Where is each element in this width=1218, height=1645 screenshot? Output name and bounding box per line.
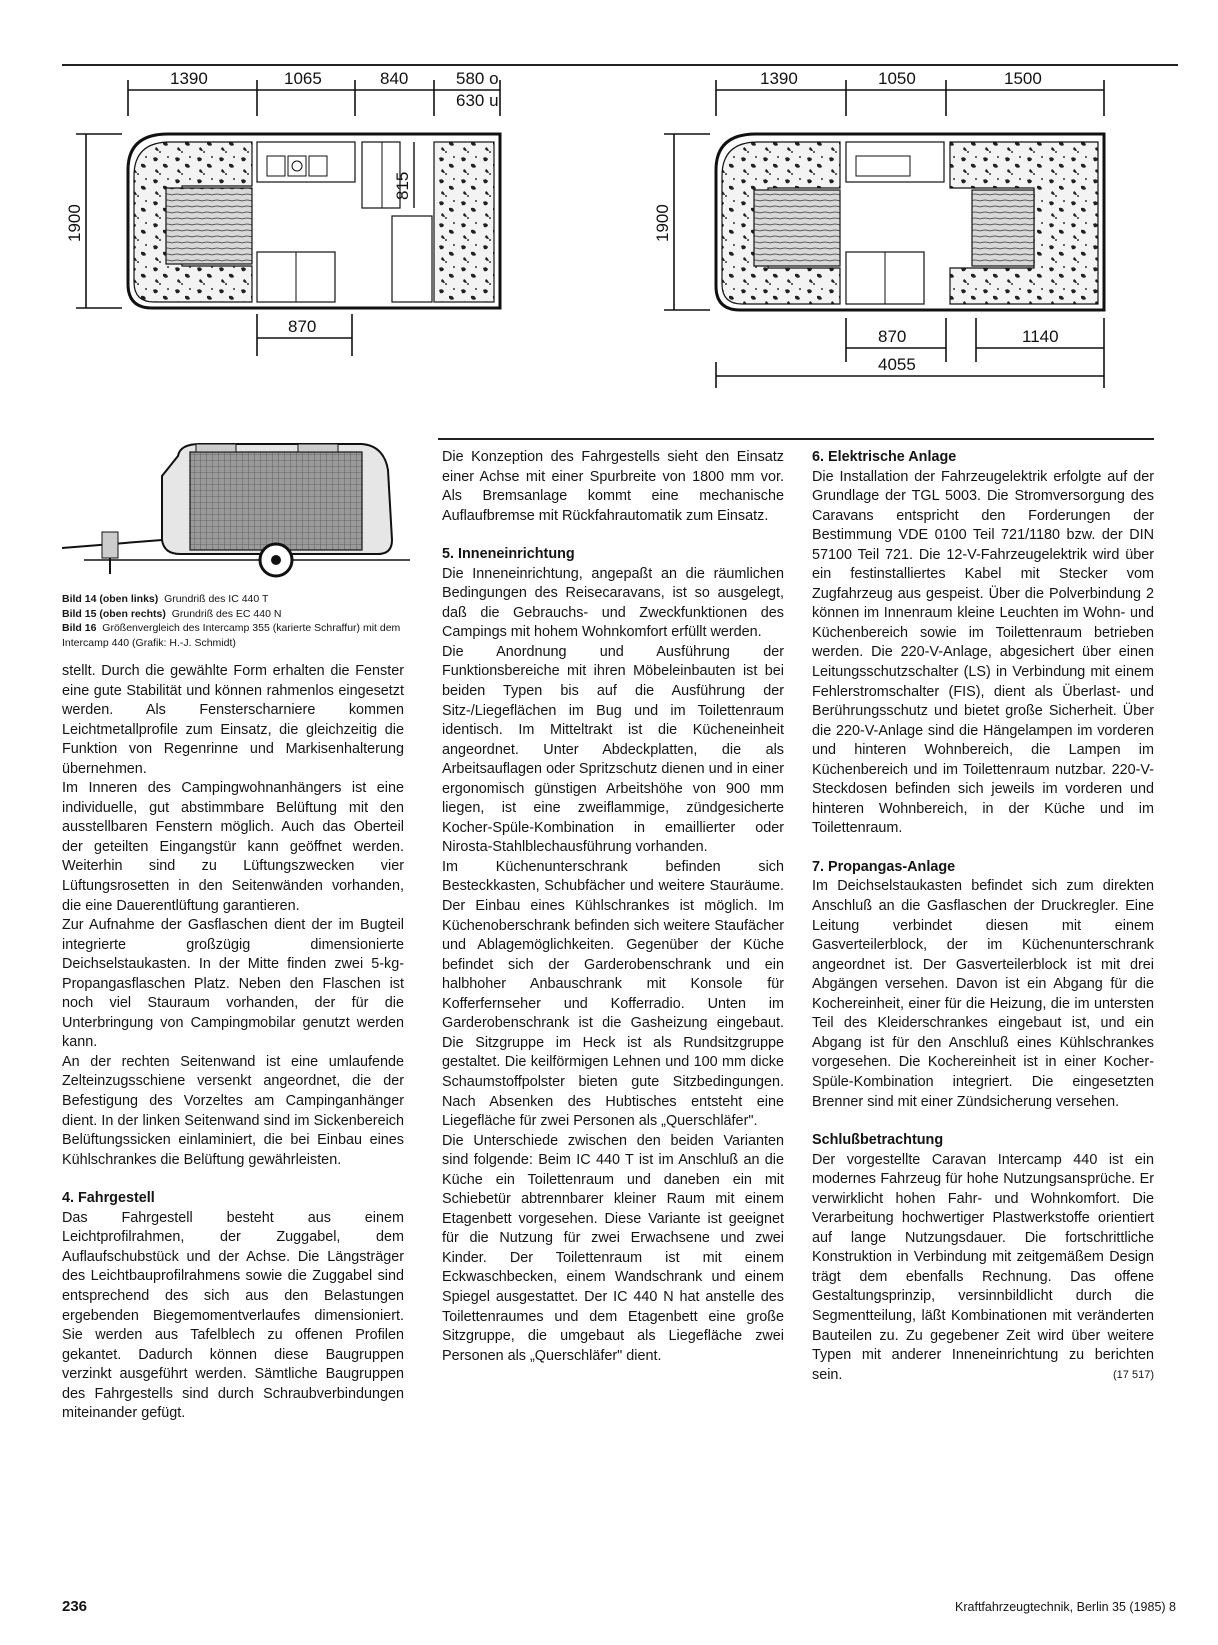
col2-paragraph-5: Die Unterschiede zwischen den beiden Varianten sind folgende: Beim IC 440 T ist im Anschluß an die Küche ein Toilettenraum und daneben ein mit Schiebetür abtrennbarer kleiner Raum mit einem Etagenbett vorgesehen. Diese Variante ist geeignet für die Nutzung für zwei Erwachsene und zwei Kinder. Der Toilettenraum ist mit einem Eckwaschbecken, einem Wandschrank und einem Spiegel ausgestattet. Der IC 440 N hat anstelle des Toilettenraumes und dem Etagenbett eine große Sitzgruppe, die umgebaut als Liegefläche zwei Personen als „Querschläfer" dient. [442, 1132, 784, 1364]
heading-inneneinrichtung: 5. Inneneinrichtung [442, 546, 575, 563]
fig15-dim-bottom-1: 870 [878, 327, 907, 346]
figure-15-floorplan [650, 66, 1160, 406]
column-2 [442, 448, 784, 1366]
heading-elektrische-anlage: 6. Elektrische Anlage [812, 449, 957, 465]
col2-paragraph-1: Die Konzeption des Fahrgestells sieht den Einsatz einer Achse mit einer Spurbreite von 1800 mm vor. Als Bremsanlage kommt eine mechanische Auflaufbremse mit Rückfahrautomatik zum Einsatz. [442, 449, 784, 524]
fig14-dim-side: 1900 [65, 204, 84, 242]
figure-14-drawing [62, 66, 532, 386]
figure-14-floorplan [62, 66, 532, 386]
column-1 [62, 662, 404, 1424]
col1-paragraph-4: An der rechten Seitenwand ist eine umlaufende Zelteinzugsschiene versenkt angeordnet, die der Befestigung des Vorzeltes am Campinganhänger dient. In der linken Seitenwand sind im Sickenbereich Belüftungssicken einlaminiert, die bei Einbau eines Kühlschrankes die Belüftung gewährleisten. [62, 1053, 404, 1168]
col2-paragraph-4: Im Küchenunterschrank befinden sich Besteckkasten, Schubfächer und weitere Stauräume. Der Einbau eines Kühlschrankes ist möglich. Im Küchenoberschrank befinden sich weitere Staufächer und Ablagemöglichkeiten. Gegenüber der Küche befindet sich der Garderobenschrank und ein halbhoher Anbauschrank mit Konsole für Kofferfernseher und Kofferradio. Unten im Garderobenschrank ist die Gasheizung eingebaut. Die Sitzgruppe im Heck ist als Rundsitzgruppe gestaltet. Die keilförmigen Lehnen und 100 mm dicke Schaumstoffpolster bieten gute Sitzbedingungen. Nach Absenken des Hubtisches entsteht eine Liegefläche für zwei Personen als „Querschläfer". [442, 858, 784, 1130]
article-reference-number: (17 517) [1113, 1368, 1154, 1381]
col1-paragraph-1: stellt. Durch die gewählte Form erhalten die Fenster eine gute Stabilität und können rahmenlos eingesetzt werden. Als Fensterscharniere kommen Leichtmetallprofile zum Einsatz, die gleichzeitig die Funktion von Regenrinne und Markisenhalterung übernehmen. [62, 663, 404, 777]
caption-text-14: Grundriß des IC 440 T [164, 593, 269, 605]
fig14-dim-1: 1390 [170, 69, 208, 88]
caption-label-14: Bild 14 (oben links) [62, 593, 159, 605]
fig15-dim-bottom-2: 1140 [1022, 327, 1059, 346]
fig14-dim-4: 580 o [456, 69, 499, 88]
col3-paragraph-1: Die Installation der Fahrzeugelektrik erfolgte auf der Grundlage der TGL 5003. Die Stromversorgung des Caravans entspricht den Forderungen der Bestimmung VDE 0100 Teil 721/1180 bzw. der DIN 57100 Teil 721. Die 12-V-Fahrzeugelektrik wird über ein festinstalliertes Kabel mit Stecker vom Zugfahrzeug aus gespeist. Über die Polverbindung 2 können im Innenraum kleine Leuchten im Wohn- und Küchenbereich sowie im Toilettenraum betrieben werden. Die 220-V-Anlage, abgesichert über einen Leitungsschutzschalter (LS) in Verbindung mit einem Fehlerstromschalter (FIS), dient als Überlast- und Berührungsschutz und bietet große Sicherheit. Über die 220-V-Anlage sind die Hängelampen im vorderen und hinteren Wohnbereich, die Lampen im Küchenbereich und im Toilettenraum nutzbar. 220-V-Steckdosen befinden sich jeweils im vorderen und hinteren Wohnbereich, in der Küche und im Toilettenraum. [812, 468, 1154, 837]
fig14-dim-5: 630 u [456, 91, 499, 110]
col1-paragraph-3: Zur Aufnahme der Gasflaschen dient der im Bugteil integrierte großzügig dimensionierte Deichselstaukasten. In der Mitte finden zwei 5-kg-Propangasflaschen Platz. Neben den Flaschen ist noch viel Stauraum vorhanden, der für die Unterbringung von Campingmobilar genutzt werden kann. [62, 917, 404, 1051]
fig15-dim-total: 4055 [878, 355, 916, 374]
journal-citation: Kraftfahrzeugtechnik, Berlin 35 (1985) 8 [955, 1600, 1176, 1614]
middle-rule [438, 438, 1154, 440]
column-3 [812, 448, 1154, 1385]
col2-paragraph-3: Die Anordnung und Ausführung der Funktionsbereiche mit ihren Möbeleinbauten ist bei beiden Typen bis auf die Ausführung der Sitz-/Liegeflächen im Bug und im Toilettenraum identisch. Im Mitteltrakt ist die Kücheneinheit angeordnet. Unter Abdeckplatten, die als Arbeitsauflagen oder Spritzschutz dienen und in einer ergonomisch günstigen Arbeitshöhe von 900 mm liegen, ist eine zweiflammige, zündgesicherte Kocher-Spüle-Kombination in emaillierter oder Nirosta-Stahlblechausführung vorhanden. [442, 643, 784, 856]
fig15-dim-2: 1050 [878, 69, 916, 88]
figure-16-drawing [62, 436, 412, 586]
heading-fahrgestell: 4. Fahrgestell [62, 1190, 155, 1207]
col3-paragraph-3 [812, 1151, 1154, 1386]
fig15-dim-3: 1500 [1004, 69, 1042, 88]
caption-text-16: Größenvergleich des Intercamp 355 (karierte Schraffur) mit dem Intercamp 440 (Grafik: H.-J. Schmidt) [62, 622, 401, 649]
fig14-dim-bottom: 870 [288, 317, 317, 336]
fig14-dim-inner: 815 [393, 171, 412, 200]
caption-label-16: Bild 16 [62, 622, 97, 634]
fig14-dim-2: 1065 [284, 69, 322, 88]
figure-caption [62, 592, 406, 650]
col3-paragraph-3-text: Der vorgestellte Caravan Intercamp 440 ist ein modernes Fahrzeug für hohe Nutzungsansprüche. Er verwirklicht hohen Fahr- und Wohnkomfort. Die Verarbeitung hochwertiger Plastwerkstoffe orientiert auf lange Nutzungsdauer. Die fortschrittliche Konstruktion in Verbindung mit zeitgemäßem Design trägt dem ebenfalls Rechnung. Das offene Gestaltungsprinzip, versinnbildlicht durch die Segmentteilung, läßt Kombinationen mit veränderten Bauteilen zu. Zu gegebener Zeit wird über weitere Typen mit anderer Inneneinrichtung zu berichten sein. [812, 1151, 1154, 1383]
page-number: 236 [62, 1598, 88, 1615]
figure-15-drawing [650, 66, 1160, 406]
caption-text-15: Grundriß des EC 440 N [171, 607, 282, 620]
figure-16-sideview [62, 436, 412, 586]
fig15-dim-side: 1900 [653, 204, 672, 242]
col2-paragraph-2: Die Inneneinrichtung, angepaßt an die räumlichen Bedingungen des Reisecaravans, ist so ausgelegt, daß die Gebrauchs- und Zweckfunktionen des Campings mit hohem Wohnkomfort erfüllt werden. [442, 565, 784, 641]
fig15-dim-1: 1390 [760, 69, 798, 88]
fig14-dim-3: 840 [380, 69, 409, 88]
col1-paragraph-5: Das Fahrgestell besteht aus einem Leichtprofilrahmen, der Zuggabel, dem Auflaufschubstück und der Achse. Die Längsträger des Leichtbauprofilrahmens sowie die Zuggabel sind entsprechend des sich aus den Belastungen ergebenden Biegemomentverlaufes dimensioniert. Sie werden aus Tafelblech zu offenen Profilen gekantet. Dadurch können diese Baugruppen verzinkt ausgeführt werden. Sämtliche Baugruppen des Fahrgestells sind durch Schraubverbindungen miteinander gefügt. [62, 1209, 404, 1422]
col1-paragraph-2: Im Inneren des Campingwohnanhängers ist eine individuelle, gut abstimmbare Belüftung mit den ausstellbaren Fenstern möglich. Auch das Oberteil der geteilten Eingangstür kann geöffnet werden. Weiterhin sind zu Lüftungszwecken vier Lüftungsrosetten in den Seitenwänden vorhanden, die eine Dauerentlüftung garantieren. [62, 780, 404, 914]
heading-propangas-anlage: 7. Propangas-Anlage [812, 858, 956, 875]
col3-paragraph-2: Im Deichselstaukasten befindet sich zum direkten Anschluß an die Gasflaschen der Druckregler. Eine Leitung verbindet diesen mit einem Gasverteilerblock, der im Küchenunterschrank angeordnet ist. Der Gasverteilerblock ist mit drei Abgängen versehen. Davon ist ein Abgang für die Kochereinheit, einer für die Heizung, die im untersten Teil des Kleiderschrankes eingebaut ist, und ein Abgang ist für den Anschluß eines Kühlschrankes vorgesehen. Die Kochereinheit ist in einer Kocher-Spüle-Kombination integriert. Die eingesetzten Brenner sind mit einer Zündsicherung versehen. [812, 878, 1154, 1110]
caption-label-15: Bild 15 (oben rechts) [62, 607, 166, 620]
heading-schlussbetrachtung: Schlußbetrachtung [812, 1132, 944, 1149]
